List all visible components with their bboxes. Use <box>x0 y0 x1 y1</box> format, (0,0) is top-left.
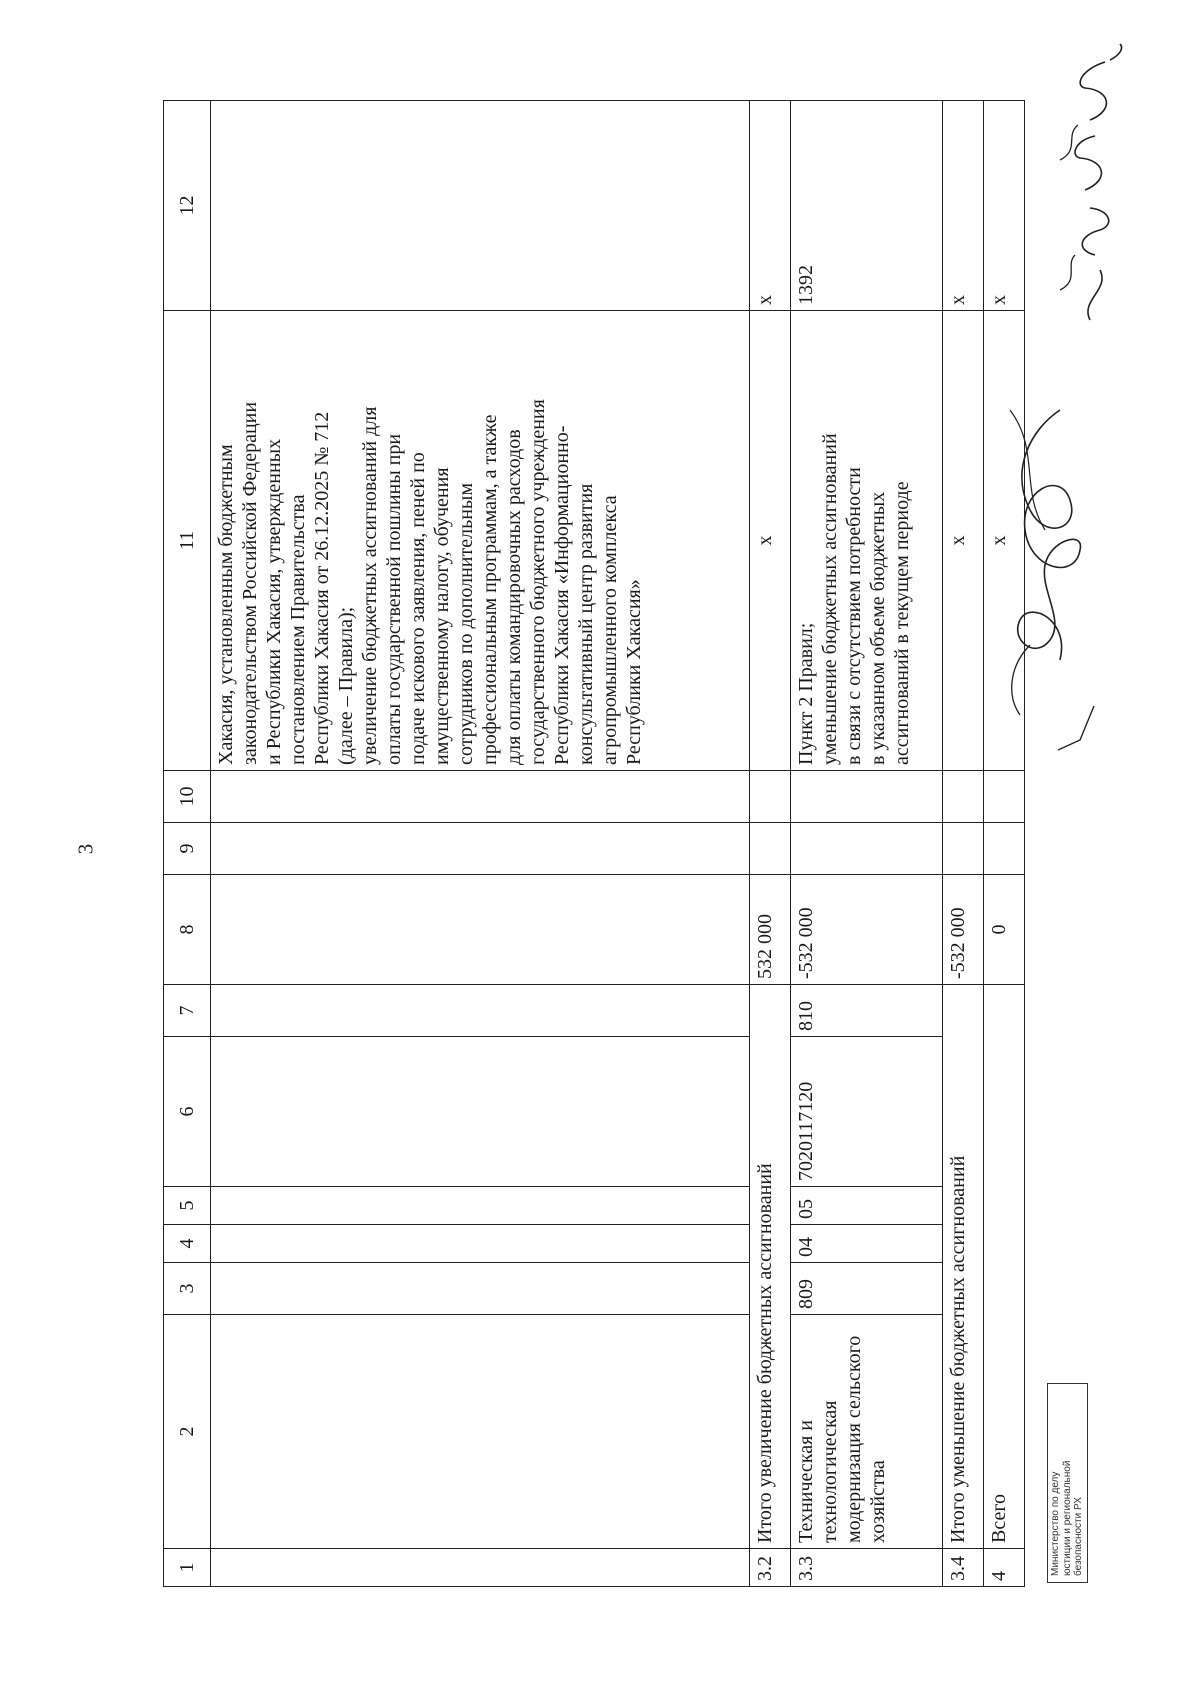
cell-grbs <box>211 1263 750 1315</box>
cell-col10 <box>750 771 791 823</box>
header-cell: 3 <box>164 1263 211 1315</box>
page-number: 3 <box>73 843 98 855</box>
cell-col10 <box>211 771 750 823</box>
cell-subsection <box>211 1187 750 1225</box>
cell-section: 04 <box>791 1225 943 1263</box>
cell-col12: х <box>750 101 791 311</box>
cell-name: Техническая и технологическая модернизация сельского хозяйства <box>791 1315 943 1549</box>
cell-amount: 532 000 <box>750 875 791 985</box>
cell-amount: 0 <box>984 875 1025 985</box>
cell-col9 <box>943 823 984 875</box>
cell-col12: 1392 <box>791 101 943 311</box>
header-cell: 4 <box>164 1225 211 1263</box>
header-cell: 2 <box>164 1315 211 1549</box>
stamp-text: Министерство по делу юстиции и региональной безопасности РХ <box>1050 1460 1084 1576</box>
header-cell: 6 <box>164 1037 211 1187</box>
cell-target-article: 7020117120 <box>791 1037 943 1187</box>
cell-expense-type: 810 <box>791 985 943 1037</box>
table-row <box>211 101 750 1587</box>
cell-total-label: Итого уменьшение бюджетных ассигнований <box>943 985 984 1549</box>
cell-index: 3.4 <box>943 1549 984 1587</box>
cell-total-label: Итого увеличение бюджетных ассигнований <box>750 985 791 1549</box>
cell-index: 4 <box>984 1549 1025 1587</box>
table-row <box>943 101 984 1587</box>
cell-amount: -532 000 <box>943 875 984 985</box>
table-row <box>791 101 943 1587</box>
cell-total-label: Всего <box>984 985 1025 1549</box>
cell-justification: х <box>750 311 791 771</box>
header-cell: 7 <box>164 985 211 1037</box>
cell-col10 <box>984 771 1025 823</box>
header-cell: 12 <box>164 101 211 311</box>
pen-stroke <box>1000 640 1040 720</box>
header-cell: 11 <box>164 311 211 771</box>
cell-subsection: 05 <box>791 1187 943 1225</box>
table-row <box>984 101 1025 1587</box>
header-row <box>164 101 211 1587</box>
cell-name <box>211 1315 750 1549</box>
cell-col9 <box>750 823 791 875</box>
cell-amount: -532 000 <box>791 875 943 985</box>
cell-index <box>211 1549 750 1587</box>
cell-col12: х <box>943 101 984 311</box>
cell-justification: х <box>984 311 1025 771</box>
cell-justification: Хакасия, установленным бюджетным законодательством Российской Федерации и Республики Хакасия, утвержденных постановлением Правительства Республики Хакасия от 26.12.2025 № 712 (далее – Правила); увеличение бюджетных ассигнований для оплаты государственной пошлины при подаче искового заявления, пеней по имущественному налогу, обучения сотрудников по дополнительным профессиональным программам, а также для оплаты командировочных расходов государственного бюджетного учреждения Республики Хакасия «Информационно- консультативный центр развития агропромышленного комплекса Республики Хакасия» <box>211 311 750 771</box>
header-cell: 10 <box>164 771 211 823</box>
header-cell: 9 <box>164 823 211 875</box>
cell-col10 <box>943 771 984 823</box>
cell-col9 <box>984 823 1025 875</box>
cell-section <box>211 1225 750 1263</box>
cell-target-article <box>211 1037 750 1187</box>
cell-col12: х <box>984 101 1025 311</box>
cell-index: 3.2 <box>750 1549 791 1587</box>
check-mark <box>1050 700 1100 760</box>
cell-grbs: 809 <box>791 1263 943 1315</box>
cell-expense-type <box>211 985 750 1037</box>
header-cell: 8 <box>164 875 211 985</box>
cell-col9 <box>211 823 750 875</box>
header-cell: 5 <box>164 1187 211 1225</box>
signature-name <box>1020 40 1130 340</box>
cell-col10 <box>791 771 943 823</box>
cell-amount <box>211 875 750 985</box>
cell-justification: Пункт 2 Правил; уменьшение бюджетных ассигнований в связи с отсутствием потребности в указанном объеме бюджетных ассигнований в текущем периоде <box>791 311 943 771</box>
cell-col9 <box>791 823 943 875</box>
header-cell: 1 <box>164 1549 211 1587</box>
cell-index: 3.3 <box>791 1549 943 1587</box>
registration-stamp <box>1047 1383 1088 1583</box>
cell-justification: х <box>943 311 984 771</box>
table-row <box>750 101 791 1587</box>
cell-col12 <box>211 101 750 311</box>
